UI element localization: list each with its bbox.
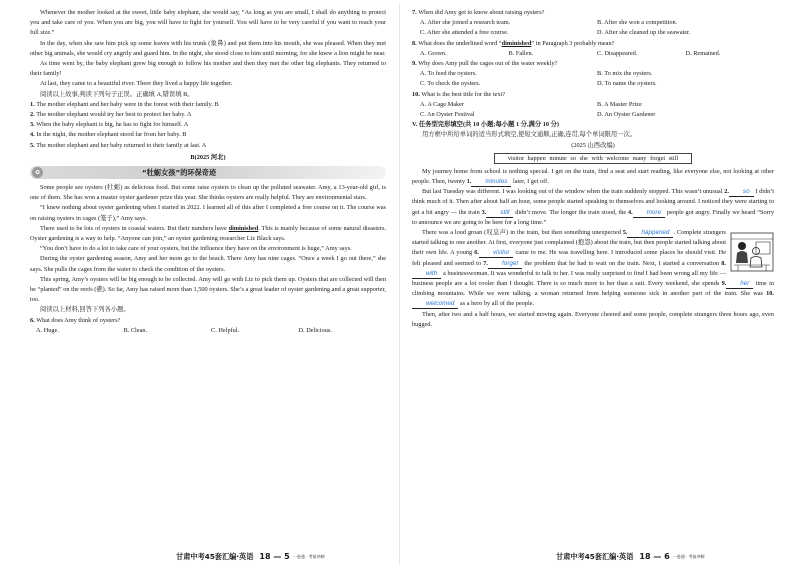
- option[interactable]: A. To feed the oysters.: [420, 70, 477, 78]
- question-text: The mother elephant would try her best to protect her baby. A: [34, 111, 192, 119]
- option[interactable]: B. A Master Prize: [597, 100, 642, 108]
- section-heading: V. 任务型完形填空(共 10 小题;每小题 1 分,满分 10 分): [412, 121, 559, 129]
- answer-options: [30, 326, 386, 336]
- answer-blank[interactable]: more: [633, 209, 665, 218]
- question-text: In the night, the mother elephant stood far from her baby. B: [34, 131, 187, 139]
- answer-blank[interactable]: visitor: [479, 249, 513, 258]
- answer-options: [412, 69, 774, 89]
- question-number: 7.: [412, 9, 417, 16]
- answer-blank[interactable]: still: [486, 209, 513, 218]
- mc-question: [412, 90, 774, 100]
- option[interactable]: C. Helpful.: [211, 326, 240, 334]
- question-text: When the baby elephant is big, he has to fight for himself. A: [34, 121, 189, 129]
- story-paragraph: At last, they came to a beautiful river. There they lived a happy life together.: [40, 80, 233, 88]
- question-text: The mother elephant and her baby returned to their family at last. A: [34, 141, 207, 149]
- option[interactable]: B. After she won a competition.: [597, 19, 678, 27]
- story-paragraph: In the day, when she saw him pick up some leaves with his trunk (象鼻) and put them into his mouth, she was pleased. When they met other big animals, she would cry angrily and guard him. In the night, she stood close to him until morning, for she knew a lion might be near.: [30, 39, 386, 57]
- question-number: 10.: [412, 90, 420, 98]
- article-paragraph: This spring, Amy’s oysters will be big enough to be collected. Amy will go with Liz to pick them up. Oysters that are collected will then be “planted” on the reefs (礁). So far, Amy has raised more than 1,500 oysters. She’s a great leader of oyster gardening and a great supporter, too.: [30, 275, 386, 304]
- underlined-word: diminished: [501, 39, 532, 47]
- article-paragraph: During the oyster gardening season, Amy and her mom go to the beach. There Amy has nine cages. “Once a week I go out there,” she says. She pulls the cages from the water to check the condition of the oysters.: [30, 255, 386, 273]
- section-heading: B(2025 河北): [190, 153, 226, 161]
- train-passengers-icon: [730, 229, 774, 273]
- left-page: [30, 8, 386, 336]
- answer-options: [412, 100, 774, 120]
- question-number: 6.: [30, 316, 35, 324]
- article-paragraph: There used to be lots of oysters in coastal waters. But their numbers have diminished. This is mainly because of some natural disasters. Oyster gardening is a way to help. “Anyone can join,” an oyster gardening researcher Liz Black says.: [30, 224, 386, 243]
- underlined-word: diminished: [228, 224, 259, 232]
- mc-question: [412, 59, 774, 69]
- answer-options: [412, 49, 774, 59]
- footer-title: 甘肃中考45套汇编·英语: [176, 552, 254, 561]
- cloze-paragraph: There was a loud groan (叹息声) in the train, but then something unexpected 5. happened . Complete strangers started talking to one another. At first, everyone just complained (抱怨) about the train, but then people started talking about their own life. A young 6. visitor came to me. He was travelling here. I introduced some places he should visit. He felt pleased and seemed to 7. forget the problem that he had to wait on the train. Next, I started a conversation 8.with a businesswoman. It was wonderful to talk to her. I was really surprised to find I had been wrong all my life — business people are a lot cooler than I thought. There is so much more to her than a suit. Every weekend, she spends 9. her time in climbing mountains. While we were talking, a woman returned from helping someone sick in another part of the train. She was 10.welcomed as a hero by all of the people.: [412, 229, 774, 308]
- question-number: 4.: [30, 131, 35, 139]
- option[interactable]: B. Fallen.: [508, 49, 534, 57]
- page-footer-right: [556, 552, 705, 562]
- option[interactable]: C. An Oyster Festival: [420, 111, 475, 119]
- option[interactable]: D. To name the oysters.: [597, 80, 657, 88]
- option[interactable]: D. After she cleaned up the seawater.: [597, 29, 691, 37]
- banner-title: “牡蛎女孩”的环保奇迹: [142, 168, 217, 178]
- option[interactable]: B. Clean.: [123, 326, 148, 334]
- topic-banner: [30, 166, 386, 179]
- page-number: 18 — 6: [639, 552, 670, 561]
- tf-question: [30, 130, 386, 140]
- tf-question: [30, 141, 386, 151]
- word-bank: visitor happen minute so she with welcome many forget still: [494, 153, 692, 164]
- option[interactable]: A. After she joined a research team.: [420, 19, 511, 27]
- flower-icon: ✿: [32, 167, 43, 178]
- option[interactable]: A. Huge.: [36, 326, 59, 334]
- tf-question: [30, 110, 386, 120]
- answer-blank[interactable]: her: [726, 280, 753, 289]
- question-number: 9.: [412, 60, 417, 68]
- instructions: 阅读以上材料,回答下列各小题。: [40, 306, 130, 314]
- option[interactable]: C. To check the oysters.: [420, 80, 481, 88]
- option[interactable]: A. A Cage Maker: [420, 100, 465, 108]
- page-footer-left: [176, 552, 325, 562]
- option[interactable]: D. Remained.: [685, 49, 721, 57]
- question-number: 3.: [30, 121, 35, 129]
- passengers-illustration: [730, 229, 774, 273]
- cloze-paragraph: But last Tuesday was different. I was looking out of the window when the train suddenly stopped. This wasn’t unusual 2. so I didn’t think much of it. Then after about half an hour, some people started speaking to themselves and looking around. I noticed they were starting to get a bit angry — the train 3. still didn’t move. The longer the train stood, the 4. more people got angry. Finally we heard “Sorry to announce we are going to be here for a long time.”: [412, 188, 774, 226]
- question-number: 1.: [30, 100, 35, 108]
- question-text: Why does Amy pull the cages out of the water weekly?: [416, 60, 558, 68]
- source-note: (2025 山西改编): [571, 141, 615, 149]
- article-paragraph: Some people see oysters (牡蛎) as delicious food. But some raise oysters to clean up the polluted seawater. Amy, a 13-year-old girl, is one of them. She has won a master oyster gardener prize this year. She thinks oysters are really helpful. They are environmental stars.: [30, 184, 386, 202]
- footer-tagline: 一卷通 · 考前冲刺: [292, 554, 325, 559]
- question-number: 8.: [412, 39, 417, 47]
- tf-question: [30, 100, 386, 110]
- answer-blank[interactable]: so: [729, 188, 754, 197]
- answer-options: [412, 18, 774, 38]
- answer-blank[interactable]: with: [412, 270, 441, 279]
- instructions: 用方框中所给单词的适当形式填空,使短文通顺,正确,连贯,每个单词限用一次。: [422, 131, 637, 139]
- page-number: 18 — 5: [259, 552, 290, 561]
- page-divider: [399, 4, 400, 564]
- option[interactable]: A. Grown.: [420, 49, 447, 57]
- article-paragraph: “I knew nothing about oyster gardening when I started in 2022. I learned all of this after I completed a free course on it. The course was on raising oysters in cages (笼子),” Amy says.: [30, 204, 386, 222]
- cloze-paragraph: Then, after two and a half hours, we started moving again. Everyone cheered and some people, complete strangers three hours ago, even hugged.: [412, 310, 774, 328]
- option[interactable]: D. An Oyster Gardener: [597, 111, 656, 119]
- question-text: The mother elephant and her baby were in the forest with their family. B: [34, 100, 219, 108]
- mc-question: 8. What does the underlined word “diminished” in Paragraph 3 probably mean?: [412, 39, 615, 47]
- option[interactable]: B. To mix the oysters.: [597, 70, 653, 78]
- footer-title: 甘肃中考45套汇编·英语: [556, 552, 634, 561]
- question-text: What does Amy think of oysters?: [34, 316, 121, 324]
- answer-blank[interactable]: forget: [488, 260, 522, 269]
- answer-blank[interactable]: welcomed: [412, 300, 458, 309]
- question-text: When did Amy get to know about raising oysters?: [416, 9, 545, 16]
- tf-question: [30, 120, 386, 130]
- right-page: [412, 8, 774, 330]
- option[interactable]: D. Delicious.: [298, 326, 332, 334]
- answer-blank[interactable]: happened: [627, 229, 673, 238]
- option[interactable]: C. After she attended a free course.: [420, 29, 509, 37]
- cloze-paragraph: My journey home from school is nothing special. I get on the train, find a seat and start reading, like everyone else, not looking at other people. Then, twenty 1. minutes later, I get off.: [412, 167, 774, 186]
- story-paragraph: As time went by, the baby elephant grew big enough to follow his mother and then they met the other big elephants. They returned to their family!: [30, 60, 386, 78]
- mc-question: [30, 316, 386, 326]
- question-text: What is the best title for the text?: [419, 90, 506, 98]
- option[interactable]: C. Disappeared.: [597, 49, 638, 57]
- footer-tagline: 一卷通 · 考前冲刺: [672, 554, 705, 559]
- mc-question: [412, 8, 774, 18]
- story-paragraph: Whenever the mother looked at the sweet, little baby elephant, she would say, “As long as you are small, I shall do anything to protect you and take care of you. When you are big, you will have to fight for yourself. You will have to be very careful if you want to reach your full size.”: [30, 9, 386, 37]
- question-number: 2.: [30, 111, 35, 119]
- article-paragraph: “You don’t have to do a lot to take care of your oysters, but the influence they have on the environment is huge,” Amy says.: [40, 245, 352, 253]
- instructions: 阅读以上故事,判读下列句子正误。正确填 A,错误填 B。: [40, 90, 194, 98]
- question-number: 5.: [30, 141, 35, 149]
- answer-blank[interactable]: minutes: [471, 178, 511, 187]
